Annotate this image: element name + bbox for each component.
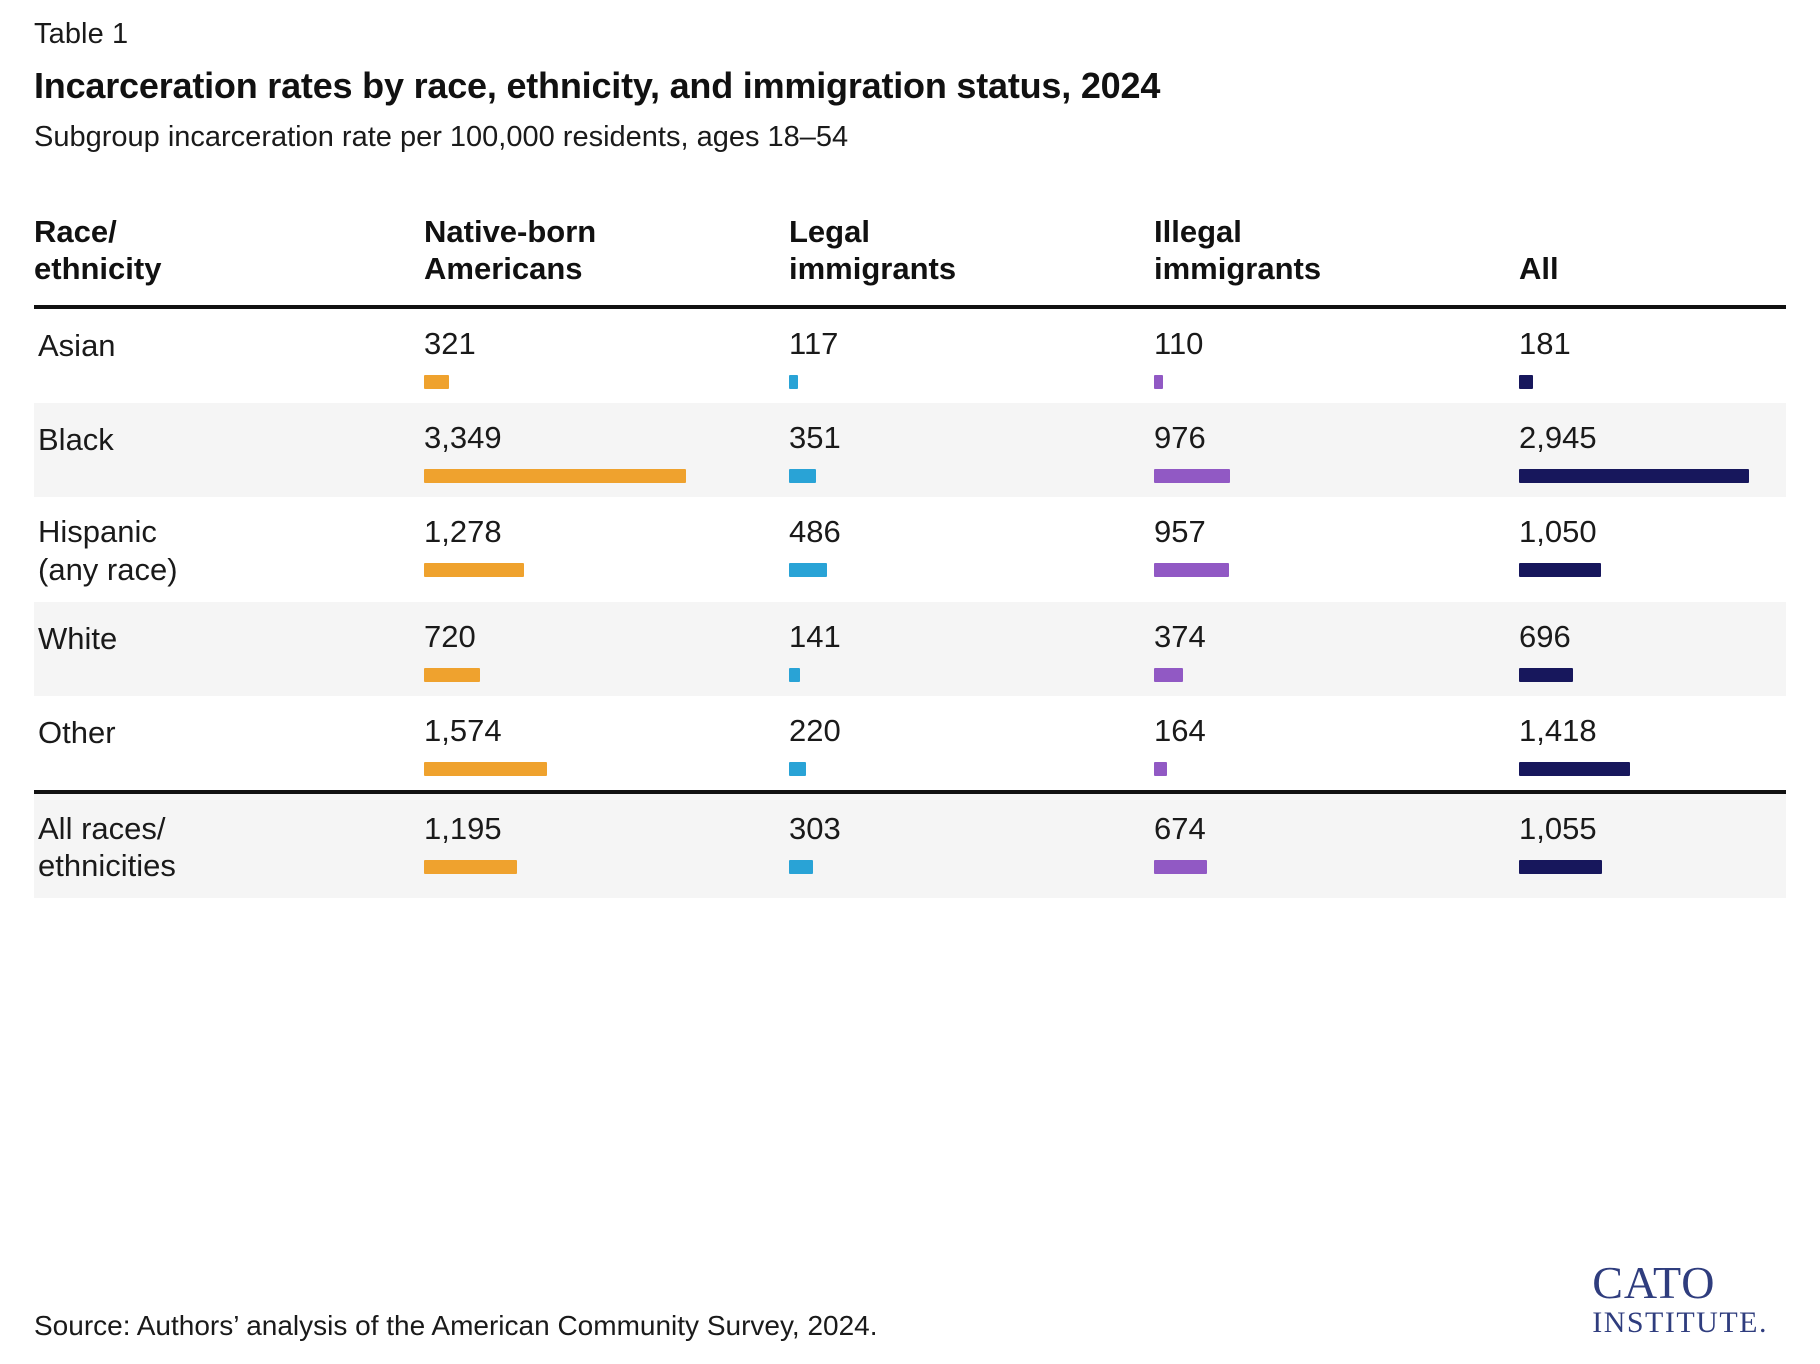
cato-institute-logo xyxy=(1592,1257,1768,1339)
cell-all xyxy=(1519,602,1786,696)
cell-value: 220 xyxy=(789,712,841,748)
incarceration-rates-table xyxy=(34,214,1786,898)
table-row xyxy=(34,696,1786,792)
cell-value: 696 xyxy=(1519,618,1571,654)
row-label xyxy=(34,792,424,898)
cell-value: 374 xyxy=(1154,618,1206,654)
column-header-legal-immigrants xyxy=(789,214,1154,307)
cell-bar xyxy=(789,469,816,483)
cell-content xyxy=(424,812,789,874)
cell-bar xyxy=(424,860,517,874)
cell-legal-immigrants xyxy=(789,602,1154,696)
cell-value: 2,945 xyxy=(1519,420,1597,456)
column-header-all xyxy=(1519,214,1786,307)
cell-illegal-immigrants xyxy=(1154,497,1519,601)
cell-value: 486 xyxy=(789,514,841,550)
cell-value: 1,418 xyxy=(1519,712,1597,748)
cell-legal-immigrants xyxy=(789,307,1154,403)
row-label-line1: White xyxy=(38,620,118,656)
cell-value: 1,050 xyxy=(1519,514,1597,550)
cell-bar xyxy=(1154,563,1229,577)
row-label-line2: ethnicities xyxy=(38,848,176,884)
cell-value: 976 xyxy=(1154,420,1206,456)
cell-content xyxy=(424,714,789,776)
cell-value: 117 xyxy=(789,326,839,362)
cell-bar xyxy=(424,762,547,776)
cell-all xyxy=(1519,403,1786,497)
cell-content xyxy=(1519,620,1786,682)
cell-bar xyxy=(1154,375,1163,389)
cell-content xyxy=(1519,327,1786,389)
column-header-illegal-immigrants xyxy=(1154,214,1519,307)
cell-content xyxy=(789,812,1154,874)
cell-bar xyxy=(1154,469,1230,483)
cell-bar xyxy=(424,469,686,483)
cell-bar xyxy=(789,375,798,389)
table-header xyxy=(34,214,1786,307)
cell-illegal-immigrants xyxy=(1154,792,1519,898)
row-label xyxy=(34,403,424,497)
cell-illegal-immigrants xyxy=(1154,696,1519,792)
cell-legal-immigrants xyxy=(789,403,1154,497)
table-row xyxy=(34,497,1786,601)
cell-value: 957 xyxy=(1154,514,1206,550)
cell-legal-immigrants xyxy=(789,696,1154,792)
column-header-line2: Americans xyxy=(424,250,583,286)
source-note: Source: Authors’ analysis of the American Community Survey, 2024. xyxy=(34,1310,878,1341)
cell-content xyxy=(424,421,789,483)
cell-legal-immigrants xyxy=(789,497,1154,601)
cell-value: 1,055 xyxy=(1519,810,1597,846)
cell-legal-immigrants xyxy=(789,792,1154,898)
page-title: Incarceration rates by race, ethnicity, and immigration status, 2024 xyxy=(34,65,1161,106)
cell-all xyxy=(1519,696,1786,792)
cell-bar xyxy=(1519,860,1602,874)
cell-illegal-immigrants xyxy=(1154,307,1519,403)
column-header-line2: immigrants xyxy=(789,250,957,286)
logo-subtext: INSTITUTE. xyxy=(1592,1306,1768,1339)
cell-native-born xyxy=(424,497,789,601)
cell-content xyxy=(789,714,1154,776)
row-label xyxy=(34,696,424,792)
logo-wordmark: CATO xyxy=(1592,1257,1716,1308)
cell-bar xyxy=(1154,860,1207,874)
row-label-line1: Hispanic xyxy=(38,514,157,550)
cell-bar xyxy=(1154,668,1183,682)
table-row xyxy=(34,307,1786,403)
cell-content xyxy=(1154,714,1519,776)
cell-illegal-immigrants xyxy=(1154,602,1519,696)
cell-content xyxy=(1154,327,1519,389)
cell-native-born xyxy=(424,696,789,792)
row-label-line2: (any race) xyxy=(38,551,178,587)
cell-bar xyxy=(1519,469,1749,483)
cell-all xyxy=(1519,792,1786,898)
cell-content xyxy=(1519,421,1786,483)
table-row xyxy=(34,602,1786,696)
cell-native-born xyxy=(424,602,789,696)
cell-bar xyxy=(1519,762,1630,776)
cell-content xyxy=(789,421,1154,483)
cell-value: 720 xyxy=(424,618,476,654)
cell-content xyxy=(1154,812,1519,874)
cell-illegal-immigrants xyxy=(1154,403,1519,497)
cell-native-born xyxy=(424,403,789,497)
cell-content xyxy=(424,327,789,389)
column-header-native-born xyxy=(424,214,789,307)
row-label xyxy=(34,307,424,403)
row-label-line1: Asian xyxy=(38,328,116,364)
cell-content xyxy=(1154,620,1519,682)
cell-value: 303 xyxy=(789,810,841,846)
page-subtitle: Subgroup incarceration rate per 100,000 residents, ages 18–54 xyxy=(34,121,849,153)
table-header-row xyxy=(34,214,1786,307)
table-row xyxy=(34,403,1786,497)
cell-value: 181 xyxy=(1519,326,1571,362)
column-header-line1: Race/ xyxy=(34,214,117,249)
cell-content xyxy=(789,327,1154,389)
cell-content xyxy=(789,515,1154,577)
cell-all xyxy=(1519,307,1786,403)
cell-value: 321 xyxy=(424,326,476,362)
cell-bar xyxy=(424,563,524,577)
row-label-line1: Black xyxy=(38,422,114,458)
row-label-line1: Other xyxy=(38,714,116,750)
cell-bar xyxy=(424,375,449,389)
cell-value: 351 xyxy=(789,420,841,456)
cell-value: 141 xyxy=(789,618,841,654)
cell-content xyxy=(1519,515,1786,577)
column-header-line1: Native-born xyxy=(424,214,597,249)
cell-content xyxy=(789,620,1154,682)
cell-content xyxy=(1154,515,1519,577)
column-header-line2: ethnicity xyxy=(34,250,162,286)
cell-value: 164 xyxy=(1154,712,1206,748)
row-label-line1: All races/ xyxy=(38,810,166,846)
column-header-line1: All xyxy=(1519,250,1559,286)
cell-content xyxy=(1519,714,1786,776)
cell-bar xyxy=(1519,563,1601,577)
cell-native-born xyxy=(424,792,789,898)
table-number-label: Table 1 xyxy=(34,18,129,50)
cell-native-born xyxy=(424,307,789,403)
cell-bar xyxy=(1519,375,1533,389)
row-label xyxy=(34,602,424,696)
row-label xyxy=(34,497,424,601)
column-header-line2: immigrants xyxy=(1154,250,1322,286)
cell-value: 110 xyxy=(1154,326,1204,362)
cell-all xyxy=(1519,497,1786,601)
cell-content xyxy=(1519,812,1786,874)
cell-content xyxy=(424,620,789,682)
cell-content xyxy=(1154,421,1519,483)
cell-bar xyxy=(789,860,813,874)
cell-content xyxy=(424,515,789,577)
table-body xyxy=(34,307,1786,898)
column-header-race-ethnicity xyxy=(34,214,424,307)
cell-value: 1,195 xyxy=(424,810,502,846)
column-header-line1: Illegal xyxy=(1154,214,1242,249)
cell-value: 3,349 xyxy=(424,420,502,456)
cell-bar xyxy=(424,668,480,682)
cell-bar xyxy=(789,563,827,577)
cell-bar xyxy=(789,762,806,776)
cell-bar xyxy=(789,668,800,682)
table-row xyxy=(34,792,1786,898)
column-header-line1: Legal xyxy=(789,214,870,249)
cell-bar xyxy=(1154,762,1167,776)
cell-value: 674 xyxy=(1154,810,1206,846)
cell-value: 1,278 xyxy=(424,514,502,550)
cell-bar xyxy=(1519,668,1573,682)
cell-value: 1,574 xyxy=(424,712,502,748)
